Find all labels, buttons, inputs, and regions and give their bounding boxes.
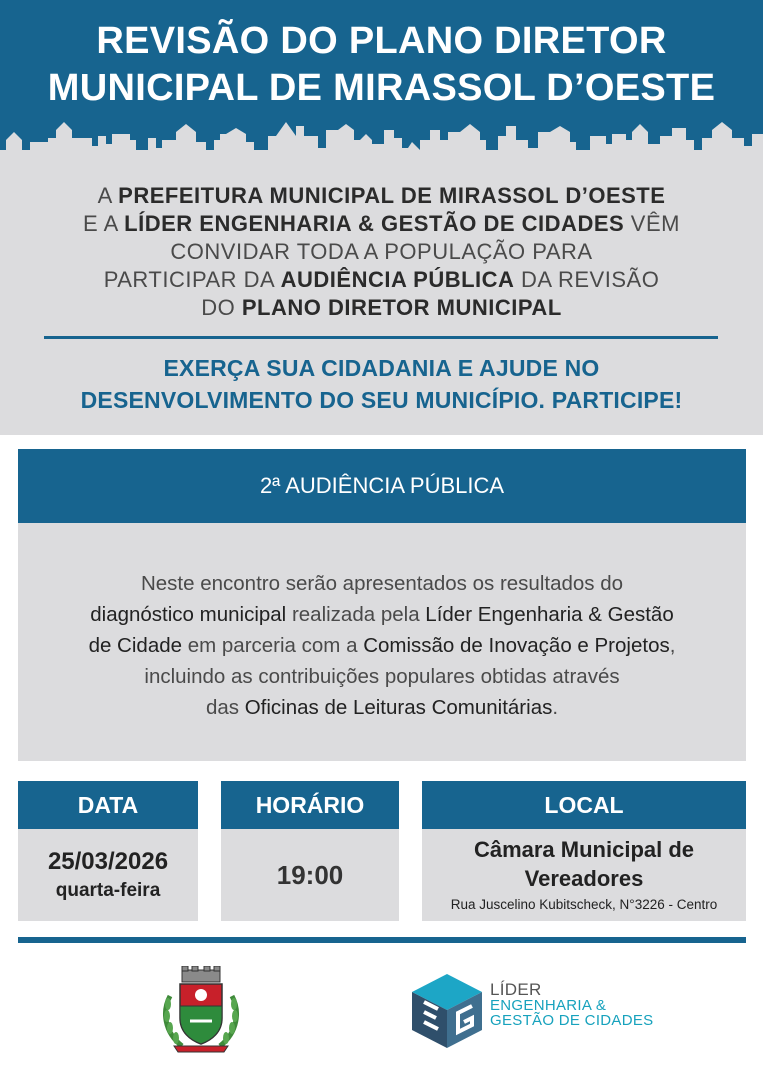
description-highlight: Oficinas de Leituras Comunitárias [244,696,553,719]
slogan-line-1: EXERÇA SUA CIDADANIA E AJUDE NO [163,355,600,381]
weekday-value: quarta-feira [55,880,161,901]
invitation-line-3: CONVIDAR TODA A POPULAÇÃO PARA [170,239,593,264]
description-text: . [552,696,559,719]
local-label-bar [422,781,746,829]
description-text: realizada pela [286,603,426,626]
invitation-line-2 [40,210,723,238]
description-line-1: Neste encontro serão apresentados os resultados do [140,572,624,595]
description-text: das [205,696,245,719]
description-line-2 [28,599,736,630]
title-line-2: MUNICIPAL DE MIRASSOL D’OESTE [47,67,716,109]
slogan-text: DESENVOLVIMENTO DO SEU MUNICÍPIO. [80,387,552,413]
description-highlight: Líder Engenharia & Gestão [425,603,674,626]
municipal-coat-of-arms-icon [160,966,242,1054]
description-text: , [669,634,676,657]
invitation-text-part: VÊM [624,211,680,236]
invitation-line-1 [40,182,723,210]
audiencia-title: 2ª AUDIÊNCIA PÚBLICA [259,473,505,498]
data-label-bar [18,781,198,829]
invitation-line-5 [40,294,723,322]
date-value: 25/03/2026 [47,848,169,875]
plano-highlight: PLANO DIRETOR MUNICIPAL [241,295,562,320]
venue-address: Rua Juscelino Kubitscheck, N°3226 - Centro [450,897,718,912]
slogan [20,352,743,416]
invitation-text-part: E A [83,211,125,236]
audiencia-description [28,568,736,723]
page-title [0,18,763,112]
header-divider [44,336,718,339]
prefeitura-name: PREFEITURA MUNICIPAL DE MIRASSOL D’OESTE [118,183,666,208]
description-line-3 [28,630,736,661]
description-text: em parceria com a [182,634,364,657]
audiencia-description-box [18,523,746,761]
lider-brand-text [490,982,653,1029]
horario-label-bar [221,781,399,829]
description-highlight: diagnóstico municipal [90,603,287,626]
description-line-4: incluindo as contribuições populares obtidas através [144,665,620,688]
audiencia-highlight: AUDIÊNCIA PÚBLICA [280,267,515,292]
description-line-5 [28,692,736,723]
invitation-line-4 [40,266,723,294]
invitation-text-part: A [97,183,119,208]
invitation-text-part: PARTICIPAR DA [103,267,281,292]
horario-box [221,829,399,921]
slogan-call-to-action: PARTICIPE! [551,387,683,413]
data-label: DATA [77,791,139,818]
title-line-1: REVISÃO DO PLANO DIRETOR [96,20,667,62]
venue-name-line-2: Vereadores [524,866,644,891]
brand-line-1: LÍDER [490,980,542,999]
brand-line-2: ENGENHARIA & [490,996,607,1014]
description-highlight: de Cidade [88,634,183,657]
audiencia-title-bar [18,449,746,523]
header-banner [0,0,763,435]
local-label: LOCAL [544,791,624,818]
data-box [18,829,198,921]
lider-name: LÍDER ENGENHARIA & GESTÃO DE CIDADES [124,211,625,236]
time-value: 19:00 [276,859,344,890]
footer-divider [18,937,746,943]
slogan-line-2 [20,384,743,416]
brand-line-3: GESTÃO DE CIDADES [490,1012,654,1029]
horario-label: HORÁRIO [255,791,365,818]
lider-engenharia-logo-icon [410,972,485,1050]
local-box [422,829,746,921]
invitation-text-part: DA REVISÃO [514,267,660,292]
description-highlight: Comissão de Inovação e Projetos [363,634,670,657]
venue-name-line-1: Câmara Municipal de [473,837,695,862]
invitation-text [40,182,723,322]
invitation-text-part: DO [201,295,242,320]
